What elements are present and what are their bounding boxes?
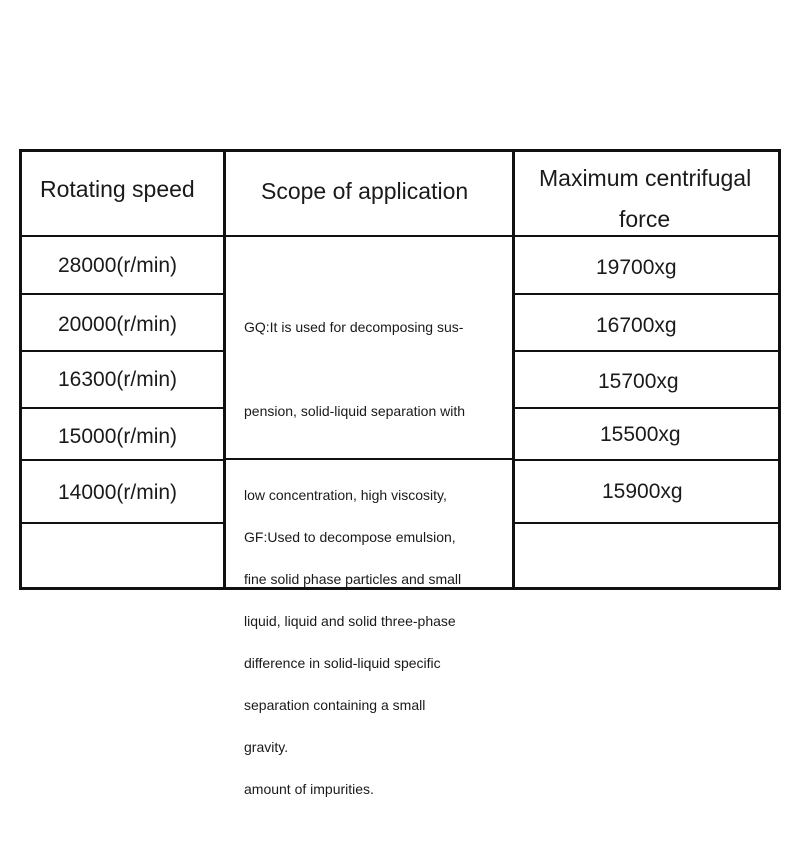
speed-cell: 16300(r/min) <box>58 368 178 391</box>
scope-line: fine solid phase particles and small <box>244 571 462 587</box>
header-divider <box>20 235 780 237</box>
row-divider-left <box>20 407 225 409</box>
force-cell: 15500xg <box>600 423 681 446</box>
scope-line: GQ:It is used for decomposing sus- <box>244 319 464 335</box>
speed-cell: 20000(r/min) <box>58 313 178 336</box>
row-divider-right <box>513 407 780 409</box>
force-cell: 15900xg <box>602 480 683 503</box>
scope-line: pension, solid-liquid separation with <box>244 403 466 419</box>
speed-cell: 14000(r/min) <box>58 481 178 504</box>
row-divider-left <box>20 350 225 352</box>
speed-cell: 15000(r/min) <box>58 425 178 448</box>
force-cell: 19700xg <box>596 256 677 279</box>
row-divider-right <box>513 350 780 352</box>
row-divider-left <box>20 522 225 524</box>
row-divider-right <box>513 459 780 461</box>
scope-line: amount of impurities. <box>244 781 374 797</box>
force-cell: 15700xg <box>598 370 679 393</box>
header-rotating-speed: Rotating speed <box>40 176 195 202</box>
scope-line: GF:Used to decompose emulsion, <box>244 529 456 545</box>
header-max-force-line1: Maximum centrifugal <box>539 165 752 191</box>
scope-line: separation containing a small <box>244 697 426 713</box>
scope-gf-text <box>244 467 456 859</box>
scope-line: liquid, liquid and solid three-phase <box>244 613 456 629</box>
scope-line: low concentration, high viscosity, <box>244 487 447 503</box>
header-max-force-line2: force <box>619 206 671 232</box>
row-divider-left <box>20 459 225 461</box>
table-border-top <box>20 149 780 152</box>
row-divider-right <box>513 293 780 295</box>
row-divider-right <box>513 522 780 524</box>
row-divider-left <box>20 293 225 295</box>
speed-cell: 28000(r/min) <box>58 254 178 277</box>
scope-line: difference in solid-liquid specific <box>244 655 441 671</box>
force-cell: 16700xg <box>596 314 677 337</box>
scope-line: gravity. <box>244 739 289 755</box>
header-scope-of-application: Scope of application <box>261 178 469 204</box>
